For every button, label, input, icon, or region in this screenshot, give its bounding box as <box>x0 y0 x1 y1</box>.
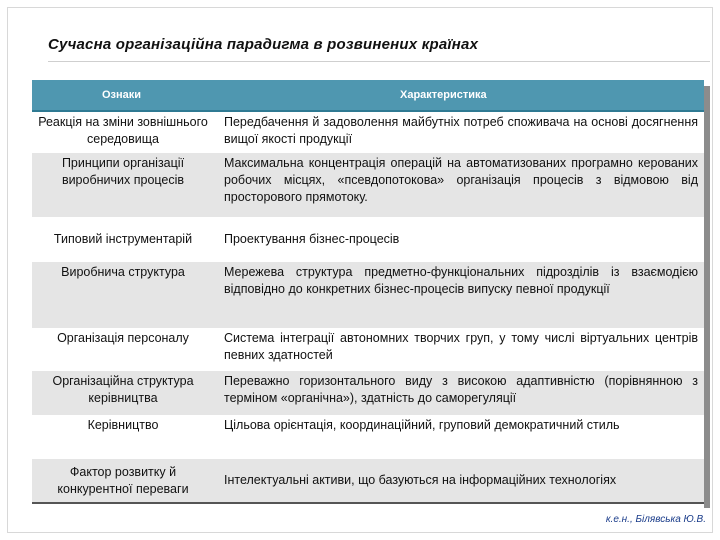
row-characteristic: Переважно горизонтального виду з високою адаптивністю (порівнянною з терміном «органічна»), здатність до саморегуляції <box>218 371 704 415</box>
row-feature: Фактор розвитку й конкурентної переваги <box>32 459 218 503</box>
header-characteristic: Характеристика <box>218 80 704 111</box>
title-divider <box>48 61 710 62</box>
row-feature: Типовий інструментарій <box>32 217 218 262</box>
slide-title: Сучасна організаційна парадигма в розвинених країнах <box>48 36 479 53</box>
author-credit: к.е.н., Білявська Ю.В. <box>605 514 706 525</box>
row-feature: Реакція на зміни зовнішнього середовища <box>32 111 218 153</box>
table-row <box>32 153 704 217</box>
row-feature: Керівництво <box>32 415 218 459</box>
row-feature: Принципи організації виробничих процесів <box>32 153 218 217</box>
header-feature: Ознаки <box>32 80 218 111</box>
row-characteristic: Проектування бізнес-процесів <box>218 217 704 262</box>
row-characteristic: Передбачення й задоволення майбутніх потреб споживача на основі досягнення вищої якості продукції <box>218 111 704 153</box>
row-characteristic: Максимальна концентрація операцій на автоматизованих програмно керованих робочих місцях, «псевдопотокова» організація процесів з відмовою від просторового прямотоку. <box>218 153 704 217</box>
row-feature: Організаційна структура керівництва <box>32 371 218 415</box>
row-characteristic: Система інтеграції автономних творчих груп, у тому числі віртуальних центрів певних здатностей <box>218 328 704 371</box>
row-characteristic: Мережева структура предметно-функціональних підрозділів із взаємодією відповідно до конкретних бізнес-процесів випуску певної продукції <box>218 262 704 328</box>
row-characteristic: Цільова орієнтація, координаційний, груповий демократичний стиль <box>218 415 704 459</box>
table-row <box>32 328 704 371</box>
table-header-row <box>32 80 704 111</box>
table-row <box>32 217 704 262</box>
table-row <box>32 459 704 503</box>
table-row <box>32 371 704 415</box>
table-row <box>32 415 704 459</box>
table-row <box>32 111 704 153</box>
table-row <box>32 262 704 328</box>
row-feature: Організація персоналу <box>32 328 218 371</box>
row-characteristic: Інтелектуальні активи, що базуються на інформаційних технологіях <box>218 459 704 503</box>
side-accent-bar <box>704 86 710 508</box>
row-feature: Виробнича структура <box>32 262 218 328</box>
paradigm-table <box>32 80 704 504</box>
